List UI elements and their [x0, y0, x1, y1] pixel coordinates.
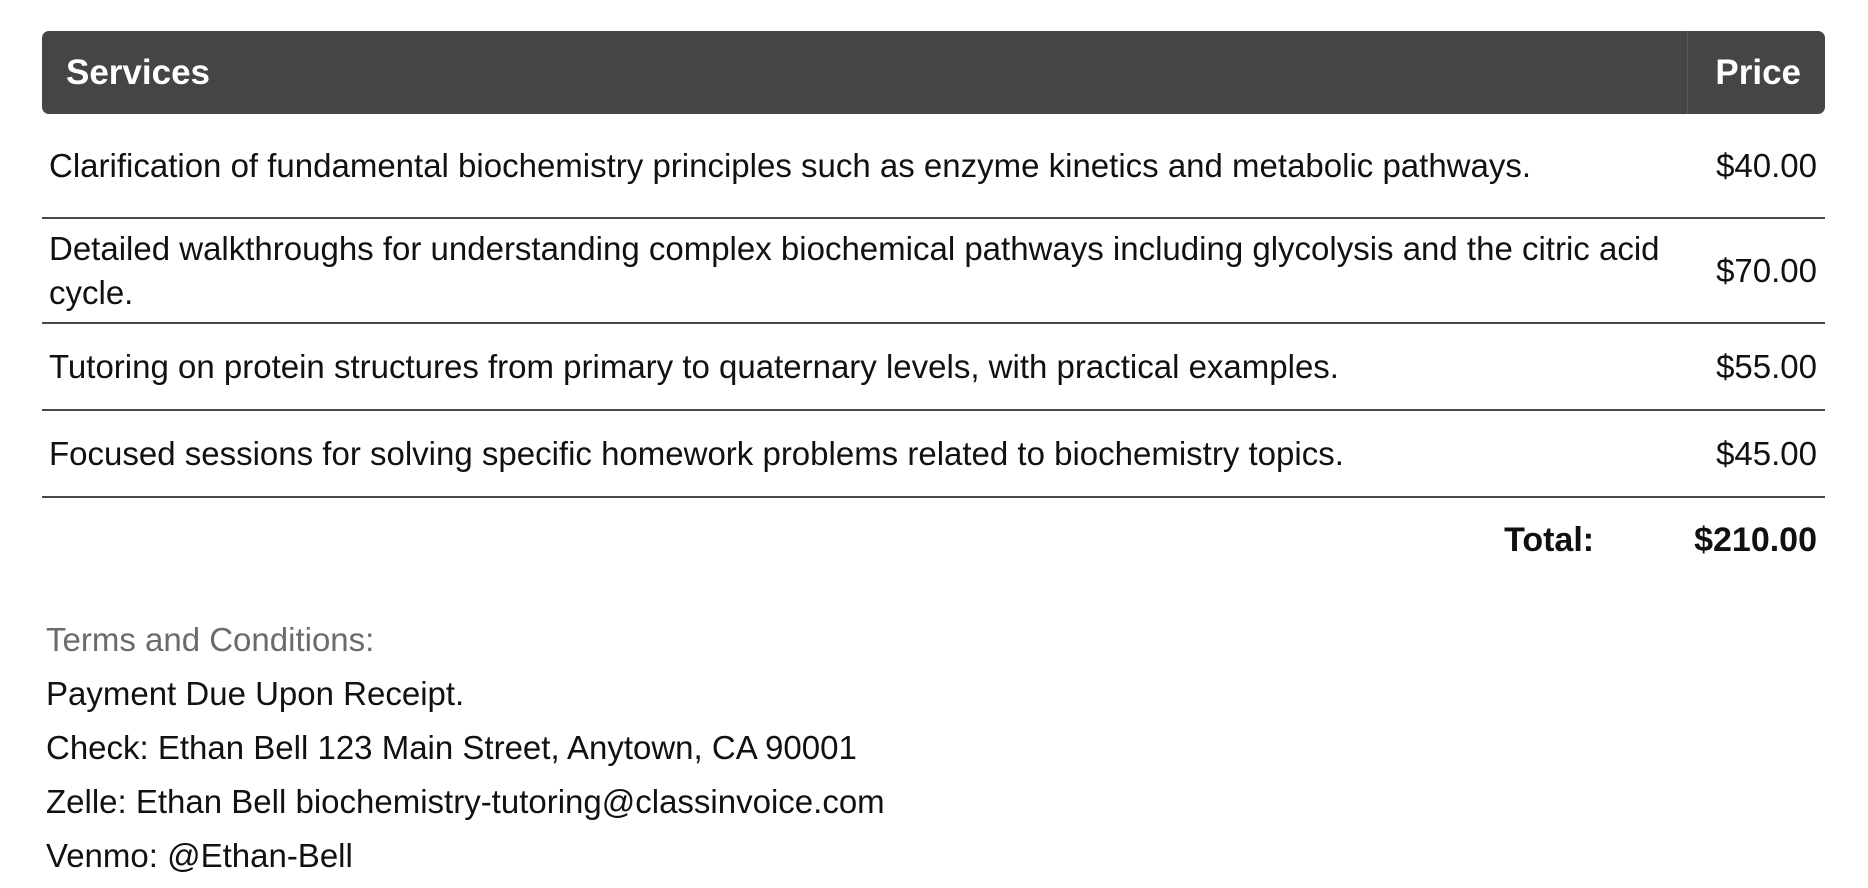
column-header-services: Services — [66, 52, 211, 92]
terms-payment-due: Payment Due Upon Receipt. — [46, 675, 465, 712]
table-row — [42, 324, 1825, 411]
table-row — [42, 114, 1825, 219]
services-table — [42, 31, 1825, 582]
column-header-price: Price — [1687, 31, 1825, 114]
table-row — [42, 411, 1825, 498]
service-description: Tutoring on protein structures from primary to quaternary levels, with practical examples. — [49, 347, 1339, 385]
service-price: $45.00 — [1716, 434, 1817, 472]
terms-venmo-info: Venmo: @Ethan-Bell — [46, 837, 353, 874]
service-price: $70.00 — [1716, 251, 1817, 289]
total-value: $210.00 — [1694, 520, 1817, 559]
service-price: $40.00 — [1716, 146, 1817, 184]
table-header — [42, 31, 1825, 114]
terms-title: Terms and Conditions: — [46, 621, 375, 658]
service-description: Detailed walkthroughs for understanding complex biochemical pathways including glycolysis and the citric acid cycle. — [49, 229, 1660, 311]
total-row — [42, 498, 1825, 582]
table-row — [42, 219, 1825, 324]
service-description: Focused sessions for solving specific homework problems related to biochemistry topics. — [49, 434, 1344, 472]
service-price: $55.00 — [1716, 347, 1817, 385]
total-label: Total: — [1504, 520, 1595, 559]
service-description: Clarification of fundamental biochemistry principles such as enzyme kinetics and metabolic pathways. — [49, 146, 1532, 184]
terms-section — [46, 618, 885, 888]
terms-zelle-info: Zelle: Ethan Bell biochemistry-tutoring@classinvoice.com — [46, 783, 885, 820]
terms-check-info: Check: Ethan Bell 123 Main Street, Anytown, CA 90001 — [46, 729, 857, 766]
